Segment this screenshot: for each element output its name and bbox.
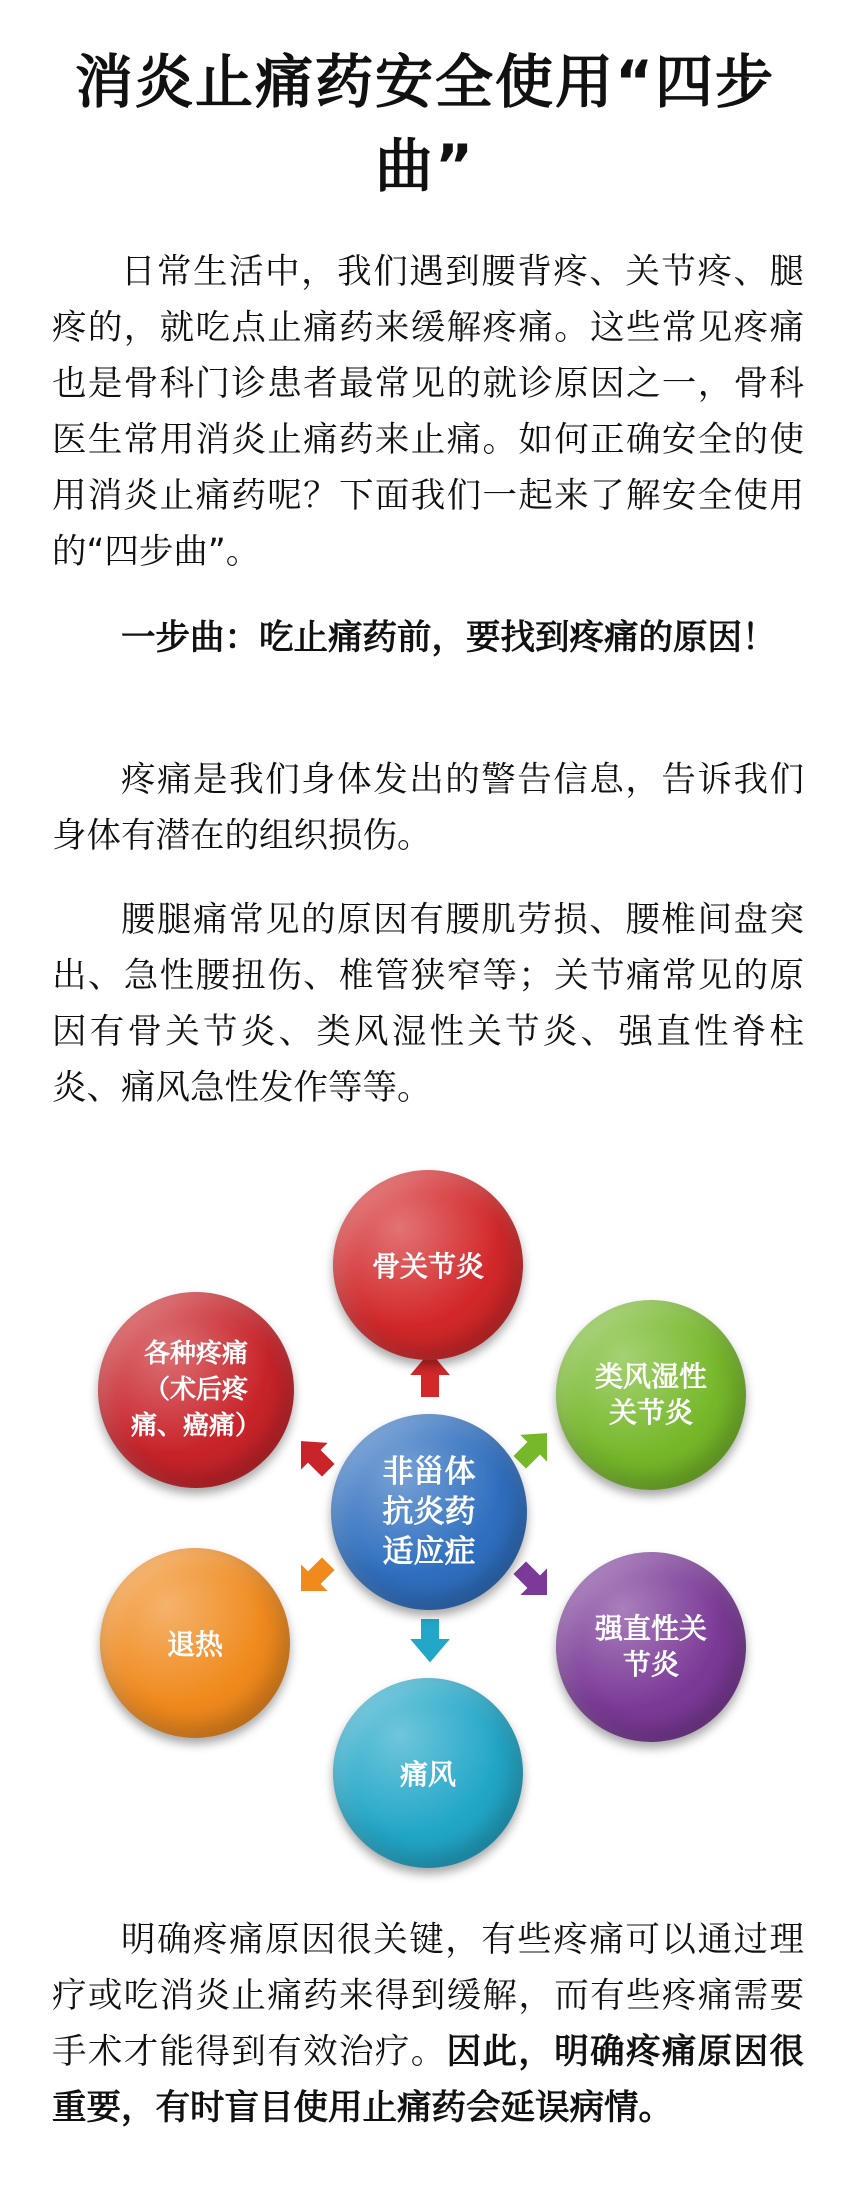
intro-paragraph: 日常生活中，我们遇到腰背疼、关节疼、腿疼的，就吃点止痛药来缓解疼痛。这些常见疼痛也是骨科门诊患者最常见的就诊原因之一，骨科医生常用消炎止痛药来止痛。如何正确安全的使用消炎止痛药呢？下面我们一起来了解安全使用的“四步曲”。 (52, 252, 804, 572)
step-one-heading: 一步曲：吃止痛药前，要找到疼痛的原因！ (121, 618, 777, 658)
arrow-upper-left-icon (300, 1440, 336, 1478)
node-bottom-label: 痛风 (399, 1758, 456, 1791)
arrow-upper-right-icon (512, 1432, 548, 1470)
center-label: 非甾体抗炎药适应症 (382, 1454, 476, 1570)
node-lower-left-label: 退热 (166, 1628, 223, 1661)
node-lower-right-label: 强直性关节炎 (594, 1612, 707, 1681)
nsaid-indications-diagram (0, 1140, 850, 1880)
arrow-down-icon (408, 1618, 452, 1664)
node-lower-left (100, 1548, 290, 1738)
arrow-lower-left-icon (300, 1556, 336, 1592)
conclusion-bold-text: 因此，明确疼痛原因很重要，有时盲目使用止痛药会延误病情。 (52, 2032, 804, 2128)
center-circle (331, 1414, 527, 1610)
arrow-lower-right-icon (512, 1560, 548, 1596)
node-upper-left (98, 1292, 294, 1488)
pain-warning-paragraph: 疼痛是我们身体发出的警告信息，告诉我们身体有潜在的组织损伤。 (52, 760, 804, 856)
node-top-label: 骨关节炎 (371, 1250, 484, 1283)
node-top (333, 1170, 523, 1360)
pain-causes-paragraph: 腰腿痛常见的原因有腰肌劳损、腰椎间盘突出、急性腰扭伤、椎管狭窄等；关节痛常见的原因有骨关节炎、类风湿性关节炎、强直性脊柱炎、痛风急性发作等等。 (52, 900, 804, 1108)
conclusion-paragraph (52, 1912, 804, 2136)
node-lower-right (556, 1552, 746, 1742)
conclusion-normal-text: 明确疼痛原因很关键，有些疼痛可以通过理疗或吃消炎止痛药来得到缓解，而有些疼痛需要手术才能得到有效治疗。 (52, 1920, 804, 2072)
node-bottom (333, 1678, 523, 1868)
node-upper-left-label: 各种疼痛（术后疼痛、癌痛） (130, 1339, 261, 1441)
node-upper-right (556, 1300, 746, 1490)
node-upper-right-label: 类风湿性关节炎 (594, 1360, 707, 1429)
article-title: 消炎止痛药安全使用“四步曲” (74, 48, 776, 200)
